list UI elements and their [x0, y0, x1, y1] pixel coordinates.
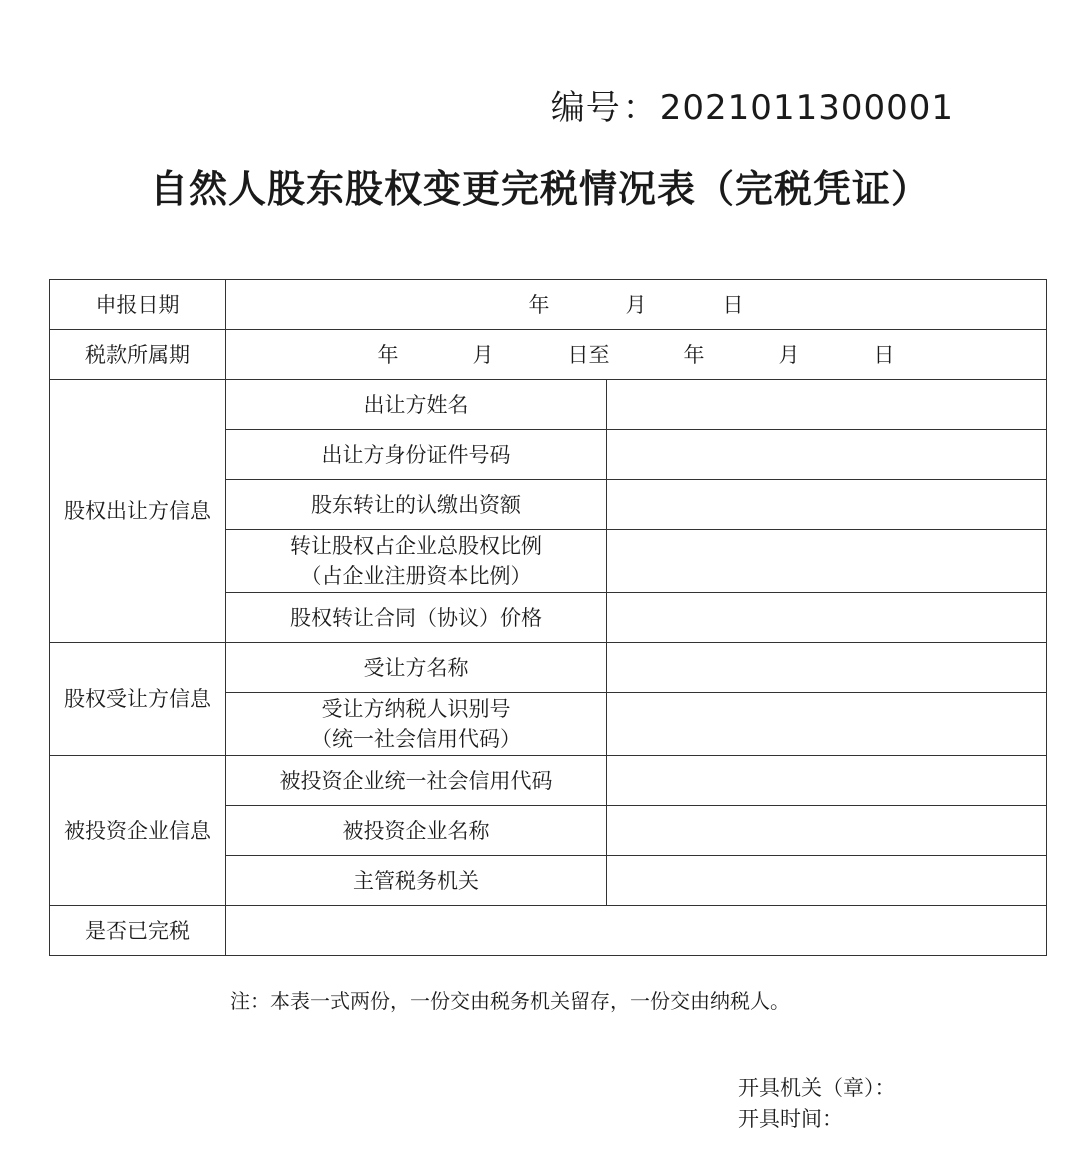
transferee-name-label: 受让方名称 — [226, 643, 607, 693]
invested-group-label: 被投资企业信息 — [50, 756, 226, 906]
transferor-ratio-label — [226, 530, 607, 593]
tax-period-year-start: 年 — [377, 342, 399, 367]
invested-credit-value[interactable] — [607, 756, 1047, 806]
page-title: 自然人股东股权变更完税情况表（完税凭证） — [149, 167, 930, 211]
transferor-ratio-line2: （占企业注册资本比例） — [300, 564, 532, 588]
tax-period-day-to: 日至 — [567, 342, 610, 367]
tax-paid-row — [50, 906, 1047, 956]
invested-credit-label: 被投资企业统一社会信用代码 — [226, 756, 607, 806]
transferee-taxid-line2: （统一社会信用代码） — [311, 727, 521, 751]
transferor-capital-label: 股东转让的认缴出资额 — [226, 480, 607, 530]
transferor-capital-value[interactable] — [607, 480, 1047, 530]
serial-number — [551, 80, 954, 129]
invested-name-value[interactable] — [607, 806, 1047, 856]
invested-authority-label: 主管税务机关 — [226, 856, 607, 906]
issue-time-label: 开具时间： — [738, 1107, 843, 1131]
transferor-id-value[interactable] — [607, 430, 1047, 480]
serial-label: 编号 — [550, 88, 621, 128]
declare-date-day: 日 — [722, 292, 744, 317]
tax-period-month-end: 月 — [778, 342, 800, 367]
transferor-group-label: 股权出让方信息 — [50, 380, 226, 643]
transferee-taxid-line1: 受让方纳税人识别号 — [321, 697, 511, 721]
transferee-group-label: 股权受让方信息 — [50, 643, 226, 756]
invested-name-label: 被投资企业名称 — [226, 806, 607, 856]
transferee-taxid-value[interactable] — [607, 693, 1047, 756]
transferee-name-row — [50, 643, 1047, 693]
tax-period-label: 税款所属期 — [50, 330, 226, 380]
declare-date-year: 年 — [528, 292, 550, 317]
serial-value: 2021011300001 — [659, 88, 954, 128]
transferee-taxid-label — [226, 693, 607, 756]
transferor-price-label: 股权转让合同（协议）价格 — [226, 593, 607, 643]
form-note: 注：本表一式两份，一份交由税务机关留存，一份交由纳税人。 — [230, 989, 790, 1013]
tax-period-year-end: 年 — [683, 342, 705, 367]
serial-colon: ： — [622, 88, 658, 128]
issuer-label: 开具机关（章）： — [738, 1076, 896, 1100]
invested-credit-row — [50, 756, 1047, 806]
transferor-name-value[interactable] — [607, 380, 1047, 430]
declare-date-month: 月 — [625, 292, 647, 317]
transferee-name-value[interactable] — [607, 643, 1047, 693]
transferor-ratio-value[interactable] — [607, 530, 1047, 593]
transferor-price-value[interactable] — [607, 593, 1047, 643]
declare-date-row — [50, 280, 1047, 330]
tax-period-row — [50, 330, 1047, 380]
transferor-id-label: 出让方身份证件号码 — [226, 430, 607, 480]
invested-authority-value[interactable] — [607, 856, 1047, 906]
transferor-name-row — [50, 380, 1047, 430]
tax-paid-value[interactable] — [226, 906, 1047, 956]
transferor-ratio-line1: 转让股权占企业总股权比例 — [290, 534, 542, 558]
tax-period-day-end: 日 — [873, 342, 895, 367]
tax-period-month-start: 月 — [472, 342, 494, 367]
declare-date-field[interactable] — [226, 280, 1047, 330]
issuer-footer — [738, 1073, 896, 1135]
tax-paid-label: 是否已完税 — [50, 906, 226, 956]
transferor-name-label: 出让方姓名 — [226, 380, 607, 430]
tax-period-field[interactable] — [226, 330, 1047, 380]
declare-date-label: 申报日期 — [50, 280, 226, 330]
tax-form-table — [49, 279, 1047, 956]
